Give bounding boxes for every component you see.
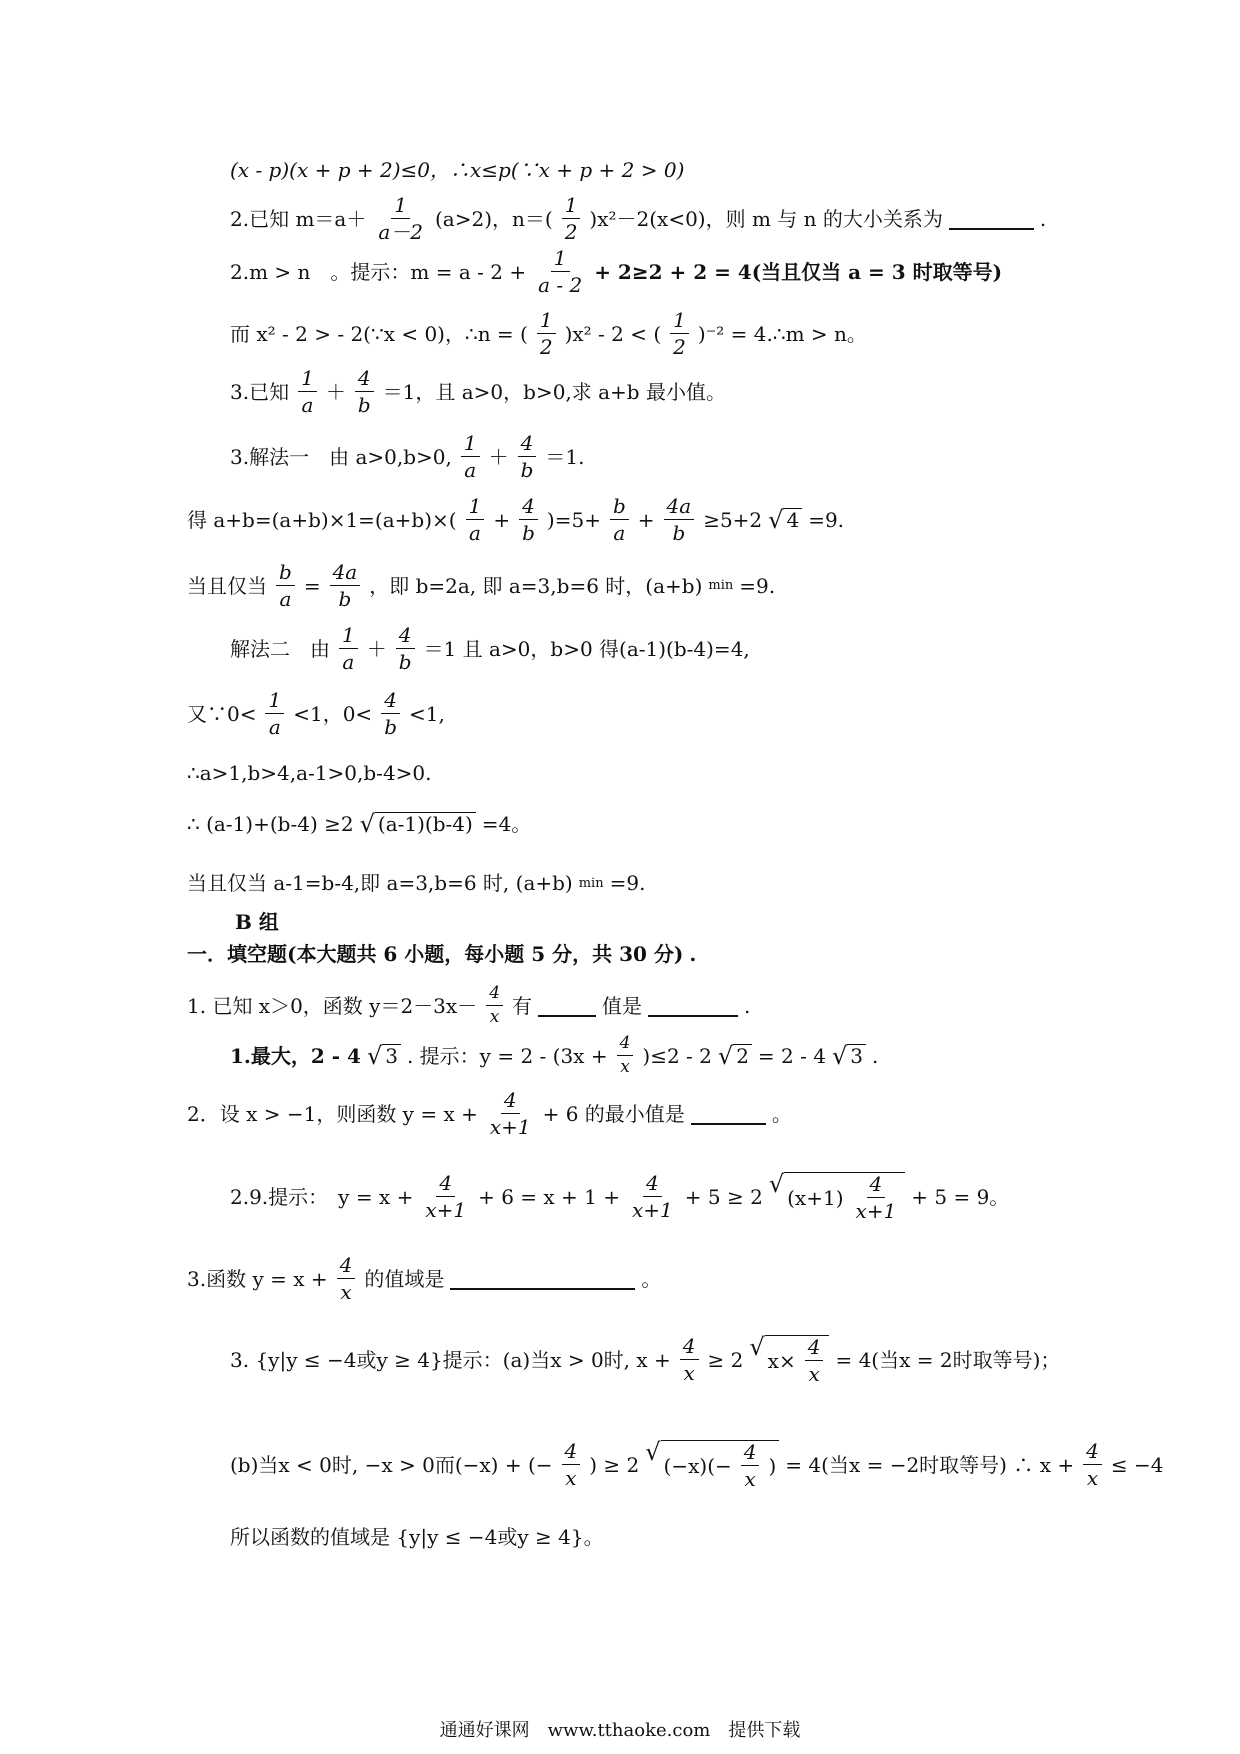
frac-den: 2 (564, 220, 578, 244)
step-text-c: )=5+ (546, 507, 601, 532)
frac-num: 4 (396, 625, 415, 649)
frac-num: b (276, 562, 295, 586)
fa2-text-d: + 5 = 9。 (911, 1184, 1010, 1209)
fa4-text-a: (b)当x < 0时, −x > 0而(−x) + (− (230, 1452, 553, 1477)
range-text-b: <1，0< (293, 701, 373, 726)
frac-num: 1 (670, 310, 689, 334)
fraction (486, 985, 503, 1026)
frac-den: a - 2 (538, 273, 583, 297)
answer-blank[interactable] (450, 1268, 635, 1290)
frac-den: x+1 (855, 1199, 897, 1223)
fq2-text-b: + 6 的最小值是 (542, 1101, 685, 1126)
frac-num: 4 (518, 433, 537, 457)
frac-num: 4 (501, 1090, 520, 1114)
frac-num: 4 (680, 1336, 699, 1360)
plus: + (637, 507, 655, 532)
frac-den: x (1086, 1466, 1099, 1490)
frac-num: 4 (741, 1442, 760, 1466)
frac-den: a (613, 521, 626, 545)
fa2-text-a: 2.9.提示： y = x + (230, 1184, 414, 1209)
frac-den: x+1 (425, 1198, 467, 1222)
sol1-text-a: 3.解法一 由 a>0,b>0, (230, 444, 452, 469)
fa3-text-b: ≥ 2 (707, 1347, 744, 1372)
a2-text-a: 2.m > n 。提示：m = a - 2 + (230, 259, 527, 284)
frac-den: a (301, 393, 314, 417)
eq-text-d: =9. (739, 573, 776, 598)
fraction (355, 368, 374, 415)
fill-answer-2 (230, 1172, 1009, 1221)
answer-2-cont (230, 310, 867, 357)
fa4-text-c: = 4(当x = −2时取等号) ∴ x + (785, 1452, 1075, 1477)
frac-den: x+1 (632, 1198, 673, 1222)
frac-den: x (683, 1361, 695, 1385)
frac-den: x (620, 1057, 630, 1077)
fq3-text-a: 3.函数 y = x + (187, 1266, 328, 1291)
fraction (396, 625, 415, 672)
frac-num: 4 (486, 985, 503, 1006)
frac-den: b (520, 458, 534, 482)
sqrt-body: x× (767, 1348, 796, 1373)
page-footer: 通通好课网 www.tthaoke.com 提供下载 (439, 1720, 801, 1741)
solution-2-amgm (187, 812, 531, 836)
frac-den: a (464, 458, 477, 482)
answer-2 (230, 248, 1002, 295)
frac-num: 4 (562, 1441, 581, 1465)
text-line-1: (x - p)(x + p + 2)≤0，∴x≤p(∵x + p + 2 > 0) (230, 158, 685, 182)
frac-num: 1 (551, 248, 570, 272)
question-3 (230, 368, 726, 415)
range-text-a: 又∵0< (187, 701, 257, 726)
range-text-c: <1, (409, 701, 445, 726)
fraction (519, 496, 538, 543)
solution-1-equality (187, 562, 775, 609)
sol2-text-a: 解法二 由 (230, 636, 330, 661)
frac-num: 4 (355, 368, 374, 392)
fa2-text-c: + 5 ≥ 2 (684, 1184, 763, 1209)
group-heading: B 组 (235, 910, 279, 934)
section-title: 一．填空题(本大题共 6 小题，每小题 5 分，共 30 分) (187, 942, 684, 966)
sol2-text-c: ＝1 且 a>0，b>0 得(a-1)(b-4)=4, (423, 636, 750, 661)
sqrt: √ 3 (367, 1044, 401, 1068)
fraction (680, 1336, 699, 1383)
q3-text-c: ＝1，且 a>0，b>0,求 a+b 最小值。 (382, 379, 726, 404)
frac-den: b (384, 715, 397, 739)
fq3-text-b: 的值域是 (364, 1266, 445, 1291)
frac-den: x+1 (489, 1115, 531, 1139)
fraction (466, 496, 485, 543)
solution-1-step (187, 496, 844, 543)
frac-num: 4 (337, 1255, 356, 1279)
sqrt: √ x× $\frac{4}{x}$ (749, 1335, 829, 1384)
sqrt: √ (a-1)(b-4) (360, 812, 476, 836)
frac-den: b (672, 521, 686, 545)
frac-den: x (565, 1466, 577, 1490)
frac-num: 1 (265, 690, 284, 714)
fraction (276, 562, 295, 609)
frac-num: 1 (466, 496, 485, 520)
fa2-text-b: + 6 = x + 1 + (478, 1184, 621, 1209)
fq2-text-a: 2．设 x > −1，则函数 y = x + (187, 1101, 478, 1126)
fq1-text-a: 1. 已知 x＞0，函数 y＝2－3x－ (187, 993, 478, 1018)
frac-num: 4 (867, 1174, 886, 1198)
sqrt: √ 2 (718, 1044, 752, 1068)
fraction (562, 1441, 581, 1488)
fq1-text-c: 值是 (602, 993, 643, 1018)
fraction (461, 433, 480, 480)
frac-den: b (338, 587, 352, 611)
q3-text-a: 3.已知 (230, 379, 290, 404)
solution-2-inference: ∴a>1,b>4,a-1>0,b-4>0. (187, 761, 432, 785)
fraction (518, 433, 537, 480)
sqrt: √ 4 (768, 508, 802, 532)
fraction (339, 625, 358, 672)
fraction (610, 496, 629, 543)
sqrt-body: (−x)(− (663, 1453, 732, 1478)
fraction (535, 248, 585, 295)
answer-blank[interactable] (691, 1103, 766, 1125)
fill-question-3 (187, 1255, 661, 1302)
fraction (298, 368, 317, 415)
q2-text-b: (a>2)，n＝( (434, 206, 553, 231)
section-heading (187, 944, 696, 964)
sqrt-body: 3 (382, 1044, 401, 1068)
frac-num: 1 (562, 195, 581, 219)
step-text-a: 得 a+b=(a+b)×1=(a+b)×( (187, 507, 457, 532)
sqrt-body-close: ) (768, 1453, 777, 1478)
frac-num: 1 (461, 433, 480, 457)
fill-answer-3 (230, 1335, 1060, 1384)
frac-num: 4 (381, 690, 400, 714)
fill-answer-3-conclusion: 所以函数的值域是 {y|y ≤ −4或y ≥ 4}。 (230, 1525, 604, 1549)
amgm-text-b: =4。 (481, 812, 532, 836)
frac-den: a (279, 587, 292, 611)
a2c-text-b: )x² - 2 < ( (564, 321, 662, 346)
amgm-text-a: ∴ (a-1)+(b-4) ≥2 (187, 812, 354, 836)
answer-blank[interactable] (648, 995, 738, 1017)
eq2-text-a: 当且仅当 a-1=b-4,即 a=3,b=6 时, (a+b) (187, 871, 573, 895)
a2c-text-c: )⁻² = 4.∴m > n。 (697, 321, 867, 346)
a2c-text-a: 而 x² - 2 > - 2(∵x < 0)，∴n = ( (230, 321, 528, 346)
subscript-min: min (708, 578, 734, 593)
frac-num: 4 (805, 1337, 824, 1361)
fill-question-1 (187, 985, 750, 1026)
answer-blank[interactable] (949, 208, 1034, 230)
a2-text-b: + 2≥2 + 2 = 4(当且仅当 a = 3 时取等号) (594, 259, 1003, 284)
frac-num: 1 (298, 368, 317, 392)
sqrt-body: (a-1)(b-4) (375, 812, 476, 836)
frac-num: 4 (519, 496, 538, 520)
solution-1 (230, 433, 585, 480)
frac-num: 4 (643, 1173, 662, 1197)
sqrt: √ (x+1) $\frac{4}{x+1}$ (769, 1172, 905, 1221)
fraction (422, 1173, 469, 1220)
fraction (265, 690, 284, 737)
sqrt-body: 3 (847, 1044, 866, 1068)
frac-num: 4 (1083, 1441, 1102, 1465)
frac-den: b (398, 650, 412, 674)
q2-end: . (1039, 206, 1047, 231)
sol1-text-c: ＝1. (545, 444, 585, 469)
eq2-text-b: =9. (609, 871, 646, 895)
frac-num: 4 (617, 1035, 634, 1056)
frac-num: 4a (330, 562, 361, 586)
fq1-text-b: 有 (512, 993, 533, 1018)
solution-2 (230, 625, 750, 672)
q2-text-c: )x²－2(x<0)，则 m 与 n 的大小关系为 (589, 206, 943, 231)
sqrt-body: 4 (783, 508, 802, 532)
fa4-text-d: ≤ −4 (1110, 1452, 1164, 1477)
fa1-text-b: . 提示：y = 2 - (3x + (406, 1043, 608, 1068)
frac-num: 1 (339, 625, 358, 649)
sqrt: √ 3 (832, 1044, 866, 1068)
frac-den: x (340, 1280, 352, 1304)
answer-blank[interactable] (538, 995, 596, 1017)
frac-den: 2 (539, 335, 553, 359)
fraction (487, 1090, 534, 1137)
fa1-text-d: = 2 - 4 (757, 1043, 826, 1068)
section-end: . (689, 942, 697, 966)
fraction (853, 1174, 900, 1221)
frac-den: a (468, 521, 481, 545)
fill-answer-1 (230, 1035, 878, 1076)
sqrt-body: 2 (733, 1044, 752, 1068)
fraction (664, 496, 695, 543)
plus: + (493, 507, 511, 532)
plus: ＋ (325, 379, 346, 404)
frac-den: x (808, 1362, 820, 1386)
fraction (805, 1337, 824, 1384)
fraction (1083, 1441, 1102, 1488)
fraction (537, 310, 556, 357)
frac-den: b (522, 521, 535, 545)
subscript-min: min (578, 875, 604, 891)
fq3-end: 。 (641, 1266, 662, 1291)
fa3-text-a: 3. {y|y ≤ −4或y ≥ 4}提示：(a)当x > 0时, x + (230, 1347, 671, 1372)
sqrt: √ (−x)(− $\frac{4}{x}$ ) (645, 1440, 779, 1489)
fraction (337, 1255, 356, 1302)
q2-text-a: 2.已知 m＝a＋ (230, 206, 367, 231)
sqrt-body: (x+1) (787, 1185, 844, 1210)
plus: ＋ (366, 636, 387, 661)
fq2-end: 。 (771, 1101, 792, 1126)
fraction (670, 310, 689, 357)
fa4-text-b: ) ≥ 2 (589, 1452, 640, 1477)
eq-text-c: ，即 b=2a, 即 a=3,b=6 时，(a+b) (369, 573, 703, 598)
fa3-text-c: = 4(当x = 2时取等号)； (835, 1347, 1061, 1372)
frac-den: a (268, 715, 281, 739)
eq-text-a: 当且仅当 (187, 573, 267, 598)
plus: ＋ (488, 444, 509, 469)
frac-den: a－2 (378, 220, 423, 244)
frac-num: 4a (664, 496, 695, 520)
step-text-e: ≥5+2 (703, 507, 763, 532)
fa1-end: . (872, 1043, 879, 1068)
fraction (381, 690, 400, 737)
step-text-f: =9. (808, 507, 845, 532)
fill-question-2 (187, 1090, 792, 1137)
fill-answer-3-case-b (230, 1440, 1163, 1489)
frac-den: b (357, 393, 371, 417)
solution-2-range (187, 690, 445, 737)
fq1-end: . (744, 993, 751, 1018)
frac-den: 2 (673, 335, 686, 359)
fraction (741, 1442, 760, 1489)
frac-num: 1 (537, 310, 556, 334)
frac-num: b (610, 496, 629, 520)
frac-den: a (342, 650, 355, 674)
fa1-text-a: 1.最大，2 - 4 (230, 1043, 361, 1068)
frac-den: x (489, 1007, 500, 1027)
fraction (330, 562, 361, 609)
question-2 (230, 195, 1046, 242)
frac-num: 1 (391, 195, 410, 219)
fraction (629, 1173, 676, 1220)
fraction (375, 195, 426, 242)
frac-num: 4 (436, 1173, 455, 1197)
fraction (562, 195, 581, 242)
fa1-text-c: )≤2 - 2 (642, 1043, 712, 1068)
frac-den: x (744, 1467, 756, 1491)
solution-2-equality (187, 873, 645, 893)
fraction (617, 1035, 634, 1076)
equals: = (303, 573, 321, 598)
